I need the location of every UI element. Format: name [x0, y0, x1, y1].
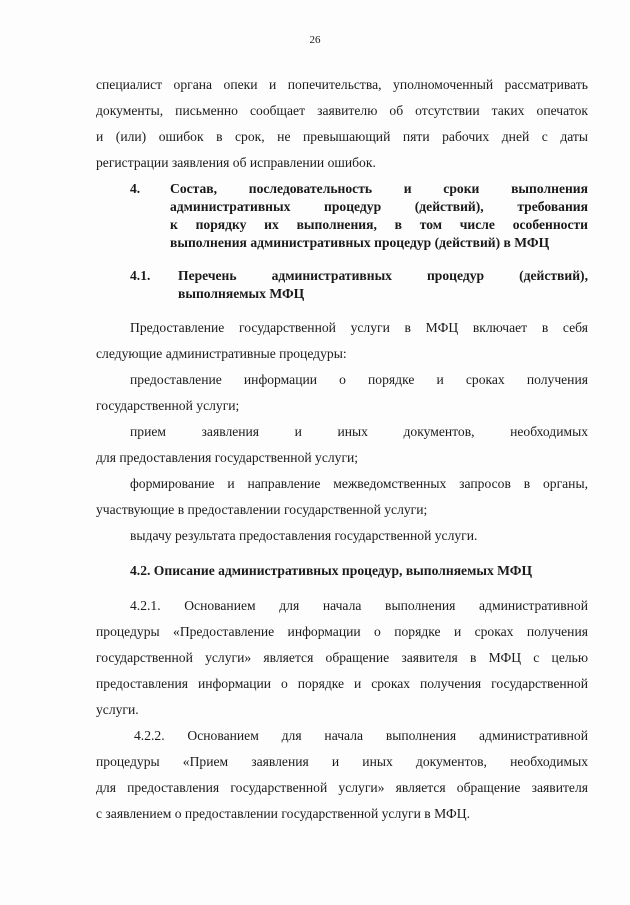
paragraph-line: 4.2.2. Основанием для начала выполнения административной [134, 728, 588, 743]
paragraph-line: для предоставления государственной услуги» является обращение заявителя [96, 780, 588, 795]
paragraph-line: 4.2.1. Основанием для начала выполнения административной [130, 598, 588, 613]
subsection-title: 4.2. Описание административных процедур, выполняемых МФЦ [130, 563, 533, 578]
paragraph-line: формирование и направление межведомственных запросов в органы, [130, 476, 588, 491]
paragraph-line: государственной услуги» является обращение заявителя в МФЦ с целью [96, 650, 588, 665]
paragraph-line: процедуры «Прием заявления и иных документов, необходимых [96, 754, 588, 769]
paragraph-line: государственной услуги; [96, 398, 240, 413]
subsection-number: 4.1. [130, 268, 151, 283]
section-title-line: выполнения административных процедур (действий) в МФЦ [170, 235, 550, 250]
paragraph-line: выдачу результата предоставления государственной услуги. [130, 528, 478, 543]
section-number: 4. [130, 181, 141, 196]
section-title-line: к порядку их выполнения, в том числе особенности [170, 217, 588, 232]
subsection-title-line: выполняемых МФЦ [178, 286, 305, 301]
page-number: 26 [309, 34, 321, 46]
paragraph-line: участвующие в предоставлении государственной услуги; [96, 502, 428, 517]
paragraph-line: специалист органа опеки и попечительства, уполномоченный рассматривать [96, 77, 588, 92]
paragraph-line: с заявлением о предоставлении государственной услуги в МФЦ. [96, 806, 470, 821]
paragraph-line: процедуры «Предоставление информации о порядке и сроках получения [96, 624, 588, 639]
paragraph-line: для предоставления государственной услуги; [96, 450, 359, 465]
paragraph-line: документы, письменно сообщает заявителю об отсутствии таких опечаток [96, 103, 588, 118]
section-title-line: Состав, последовательность и сроки выполнения [170, 181, 588, 196]
section-title-line: административных процедур (действий), требования [170, 199, 588, 214]
paragraph-line: следующие административные процедуры: [96, 346, 347, 361]
paragraph-line: предоставления информации о порядке и сроках получения государственной [96, 676, 588, 691]
paragraph-line: Предоставление государственной услуги в МФЦ включает в себя [130, 320, 588, 335]
paragraph-line: регистрации заявления об исправлении ошибок. [96, 155, 376, 170]
subsection-title-line: Перечень административных процедур (действий), [178, 268, 588, 283]
paragraph-line: и (или) ошибок в срок, не превышающий пяти рабочих дней с даты [96, 129, 588, 144]
paragraph-line: предоставление информации о порядке и сроках получения [130, 372, 588, 387]
paragraph-line: прием заявления и иных документов, необходимых [130, 424, 588, 439]
paragraph-line: услуги. [96, 702, 139, 717]
